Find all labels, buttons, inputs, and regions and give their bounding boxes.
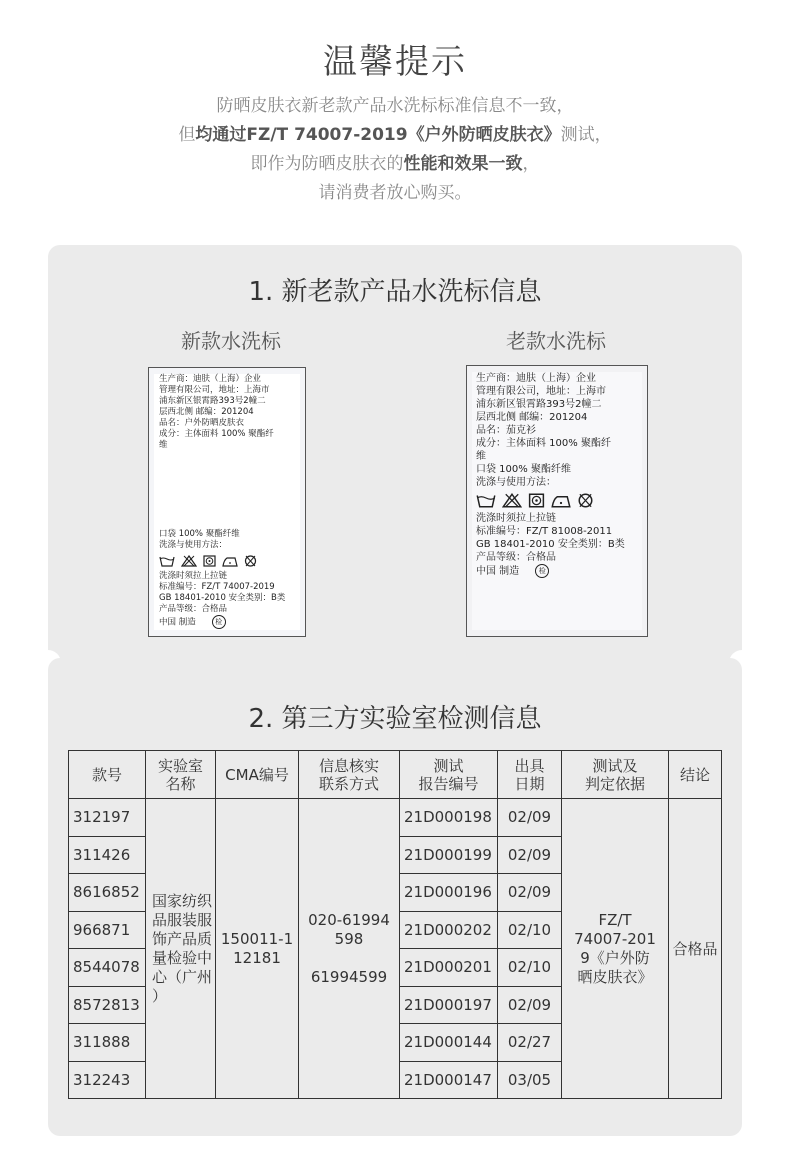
issue-date-cell: 02/10	[498, 949, 562, 987]
label-text-line: 产品等级：合格品	[159, 604, 228, 614]
label-text-line: GB 18401-2010 安全类别：B类	[159, 593, 286, 603]
label-text-line: 洗涤与使用方法：	[476, 477, 556, 488]
label-text-line: 洗涤与使用方法：	[159, 540, 228, 550]
header-date: 出具 日期	[498, 751, 562, 799]
label-text-line: GB 18401-2010 安全类别：B类	[476, 539, 625, 550]
issue-date-cell: 02/09	[498, 874, 562, 912]
cma-number-cell: 150011-1 12181	[216, 799, 299, 1099]
report-number-cell: 21D000144	[400, 1024, 498, 1062]
label-text-line: 洗涤时须拉上拉链	[159, 571, 228, 581]
label-text-line: 层西北侧 邮编：201204	[159, 407, 254, 417]
lab-test-table	[68, 750, 722, 1099]
section-1-title: 1. 新老款产品水洗标信息	[248, 277, 542, 307]
label-text-line: 管理有限公司，地址：上海市	[476, 386, 606, 397]
notice-line-1: 防晒皮肤衣新老款产品水洗标标准信息不一致，	[216, 96, 574, 116]
header-basis: 测试及 判定依据	[562, 751, 669, 799]
old-wash-label-image	[466, 365, 648, 637]
issue-date-cell: 02/09	[498, 836, 562, 874]
issue-date-cell: 02/09	[498, 799, 562, 837]
lab-name-cell: 国家纺织 品服装服 饰产品质 量检验中 心（广州 ）	[146, 799, 216, 1099]
iron-icon	[551, 493, 571, 508]
made-in-china: 中国 制造 检	[159, 615, 299, 629]
report-number-cell: 21D000197	[400, 986, 498, 1024]
test-basis-cell: FZ/T 74007-201 9《户外防 晒皮肤衣》	[562, 799, 669, 1099]
contact-cell: 020-61994 598 61994599	[299, 799, 400, 1099]
no-bleach-icon	[181, 555, 197, 567]
notice-line-2: 但均通过FZ/T 74007-2019《户外防晒皮肤衣》测试，	[178, 125, 612, 145]
no-dry-clean-icon	[577, 493, 594, 508]
header-conclusion: 结论	[669, 751, 722, 799]
label-text-line: 浦东新区银霄路393号2幢二	[476, 399, 602, 410]
care-symbols	[159, 555, 299, 567]
issue-date-cell: 02/09	[498, 986, 562, 1024]
style-number-cell: 8572813	[69, 986, 146, 1024]
issue-date-cell: 02/10	[498, 911, 562, 949]
notice-line-4: 请消费者放心购买。	[318, 183, 472, 203]
style-number-cell: 8544078	[69, 949, 146, 987]
label-text-line: 浦东新区银霄路393号2幢二	[159, 396, 266, 406]
tumble-dry-icon	[203, 555, 216, 567]
report-number-cell: 21D000147	[400, 1061, 498, 1099]
report-number-cell: 21D000201	[400, 949, 498, 987]
report-number-cell: 21D000196	[400, 874, 498, 912]
label-text-line: 成分：主体面料 100% 聚酯纤	[476, 438, 611, 449]
label-text-line: 标准编号：FZ/T 81008-2011	[476, 526, 613, 537]
section-2-title: 2. 第三方实验室检测信息	[248, 704, 542, 734]
issue-date-cell: 02/27	[498, 1024, 562, 1062]
old-label-caption: 老款水洗标	[506, 329, 606, 353]
wash-40-icon	[476, 493, 496, 508]
lab-test-card	[48, 658, 742, 1136]
no-dry-clean-icon	[244, 555, 257, 567]
style-number-cell: 311888	[69, 1024, 146, 1062]
label-text-line: 成分：主体面料 100% 聚酯纤	[159, 429, 274, 439]
quality-check-icon: 检	[212, 615, 226, 629]
label-text-line: 口袋 100% 聚酯纤维	[476, 464, 571, 475]
label-text-line: 维	[476, 451, 486, 462]
label-text-line: 维	[159, 440, 168, 450]
header-lab-name: 实验室 名称	[146, 751, 216, 799]
notice-text	[0, 92, 790, 208]
table-header-row	[69, 751, 722, 799]
made-in-china: 中国 制造 检	[476, 564, 641, 578]
page-title: 温馨提示	[323, 42, 467, 82]
style-number-cell: 312243	[69, 1061, 146, 1099]
label-text-line: 生产商：迪肤（上海）企业	[159, 374, 262, 384]
style-number-cell: 8616852	[69, 874, 146, 912]
wash-label-card	[48, 245, 742, 665]
report-number-cell: 21D000202	[400, 911, 498, 949]
notice-line-3: 即作为防晒皮肤衣的性能和效果一致，	[250, 154, 540, 174]
label-text-line: 层西北侧 邮编：201204	[476, 412, 588, 423]
label-text-line: 产品等级：合格品	[476, 552, 556, 563]
label-text-line: 品名：户外防晒皮肤衣	[159, 418, 245, 428]
label-text-line: 品名：茄克衫	[476, 425, 536, 436]
issue-date-cell: 03/05	[498, 1061, 562, 1099]
quality-check-icon: 检	[535, 564, 549, 578]
wash-40-icon	[159, 555, 175, 567]
label-text-line: 洗涤时须拉上拉链	[476, 513, 556, 524]
style-number-cell: 966871	[69, 911, 146, 949]
header-report-no: 测试 报告编号	[400, 751, 498, 799]
tumble-dry-icon	[528, 493, 545, 508]
header-cma: CMA编号	[216, 751, 299, 799]
label-text-line: 标准编号：FZ/T 74007-2019	[159, 582, 275, 592]
label-text-line: 管理有限公司，地址：上海市	[159, 385, 270, 395]
style-number-cell: 312197	[69, 799, 146, 837]
header-contact: 信息核实 联系方式	[299, 751, 400, 799]
conclusion-cell: 合格品	[669, 799, 722, 1099]
report-number-cell: 21D000199	[400, 836, 498, 874]
table-row	[69, 799, 722, 837]
iron-icon	[222, 555, 238, 567]
report-number-cell: 21D000198	[400, 799, 498, 837]
style-number-cell: 311426	[69, 836, 146, 874]
label-text-line: 生产商：迪肤（上海）企业	[476, 373, 596, 384]
new-label-caption: 新款水洗标	[181, 329, 281, 353]
label-text-line: 口袋 100% 聚酯纤维	[159, 529, 240, 539]
new-wash-label-image	[148, 367, 306, 637]
no-bleach-icon	[502, 493, 522, 508]
care-symbols	[476, 493, 641, 508]
header-style-no: 款号	[69, 751, 146, 799]
